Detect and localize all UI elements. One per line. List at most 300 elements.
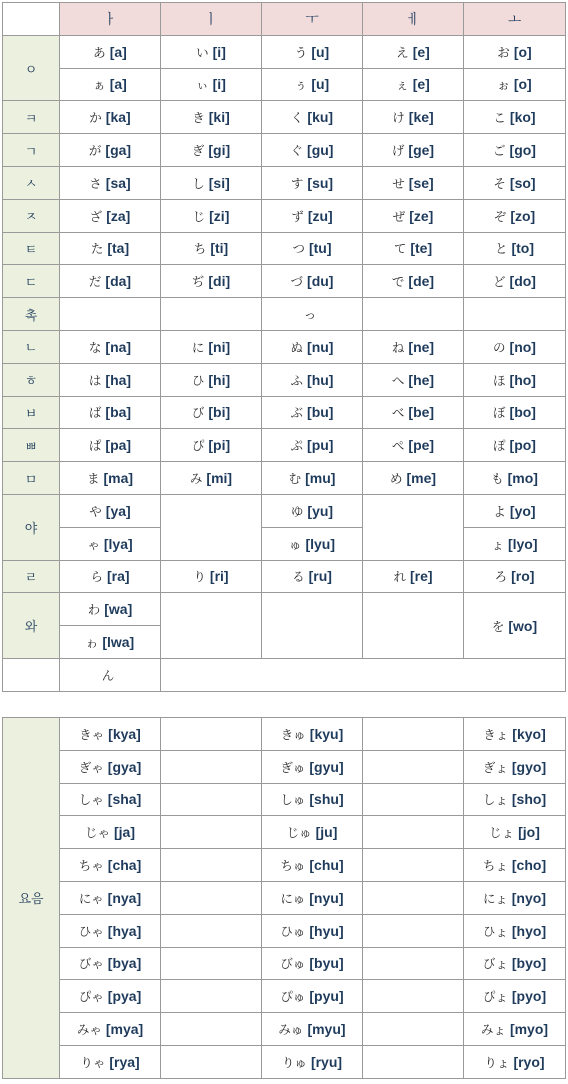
- kana-cell: [60, 560, 161, 593]
- table-row: [3, 363, 566, 396]
- romanization: [ryo]: [513, 1053, 545, 1070]
- kana-cell: [60, 1045, 161, 1078]
- romanization: [lyu]: [305, 535, 336, 552]
- romanization: [mu]: [305, 470, 336, 487]
- table-row: [3, 134, 566, 167]
- kana-char: ざ: [89, 208, 103, 224]
- kana-cell: [60, 363, 161, 396]
- kana-cell: [363, 330, 464, 363]
- kana-cell: [161, 101, 262, 134]
- consonant-label: ㅎ: [3, 363, 60, 396]
- kana-char: きゅ: [280, 726, 306, 742]
- kana-char: い: [196, 44, 209, 60]
- romanization: [ta]: [107, 240, 130, 257]
- kana-char: ぬ: [290, 339, 304, 355]
- romanization: [ryu]: [310, 1053, 343, 1070]
- empty-cell: [161, 1013, 262, 1046]
- kana-cell: [262, 166, 363, 199]
- kana-char: さ: [89, 175, 102, 191]
- kana-cell: [262, 849, 363, 882]
- romanization: [lya]: [103, 535, 133, 552]
- kana-char: ぎゃ: [78, 759, 104, 775]
- kana-cell: [464, 881, 566, 914]
- romanization: [da]: [105, 273, 132, 290]
- empty-cell: [363, 1045, 464, 1078]
- romanization: [so]: [509, 174, 536, 191]
- romanization: [ke]: [408, 109, 434, 126]
- kana-char: ひゃ: [78, 923, 104, 939]
- kana-char: ゆ: [290, 503, 304, 519]
- empty-cell: [363, 914, 464, 947]
- kana-cell: [60, 166, 161, 199]
- kana-char: ぢ: [191, 274, 205, 290]
- romanization: [re]: [409, 568, 433, 585]
- romanization: [sa]: [105, 174, 131, 191]
- romanization: [nyo]: [511, 889, 546, 906]
- kana-char: ず: [291, 208, 304, 224]
- romanization: [ri]: [209, 568, 229, 585]
- yoon-table: [2, 717, 566, 1079]
- empty-cell: [363, 881, 464, 914]
- empty-cell: [161, 881, 262, 914]
- romanization: [mi]: [206, 470, 233, 487]
- kana-cell: [60, 330, 161, 363]
- kana-char: み: [189, 471, 203, 487]
- romanization: [kyu]: [309, 725, 344, 742]
- romanization: [na]: [105, 338, 132, 355]
- kana-cell: [262, 265, 363, 298]
- table-row: [3, 783, 566, 816]
- kana-char: ぞ: [493, 208, 507, 224]
- kana-char: と: [494, 241, 508, 257]
- consonant-label: ㅁ: [3, 462, 60, 495]
- kana-cell: [363, 166, 464, 199]
- romanization: [ne]: [408, 338, 435, 355]
- kana-char: きゃ: [79, 726, 105, 742]
- kana-char: ひょ: [482, 923, 508, 939]
- empty-cell: [161, 593, 262, 659]
- kana-cell: [60, 265, 161, 298]
- table-row: [3, 298, 566, 331]
- kana-char: し: [192, 175, 205, 191]
- romanization: [pe]: [408, 437, 435, 454]
- kana-char: ろ: [494, 569, 508, 585]
- kana-cell: [464, 462, 566, 495]
- kana-cell: [161, 35, 262, 68]
- romanization: [ni]: [208, 338, 231, 355]
- kana-cell: [262, 783, 363, 816]
- romanization: [yu]: [307, 502, 334, 519]
- kana-char: ぺ: [391, 438, 405, 454]
- table-row: [3, 593, 566, 626]
- romanization: [ze]: [409, 207, 434, 224]
- empty-cell: [363, 593, 464, 659]
- romanization: [lyo]: [507, 535, 538, 552]
- romanization: [no]: [509, 338, 536, 355]
- empty-cell: [161, 914, 262, 947]
- romanization: [su]: [307, 174, 334, 191]
- consonant-label: ㄷ: [3, 265, 60, 298]
- romanization: [byo]: [511, 955, 547, 972]
- vowel-header: ㅔ: [363, 3, 464, 36]
- kana-cell: [464, 199, 566, 232]
- kana-char: け: [392, 110, 405, 126]
- kana-cell: [161, 363, 262, 396]
- kana-cell: [363, 462, 464, 495]
- kana-char: だ: [88, 274, 102, 290]
- kana-char: じゅ: [286, 825, 312, 841]
- kana-cell: [60, 881, 161, 914]
- table-row: [3, 658, 566, 691]
- kana-cell: [262, 429, 363, 462]
- kana-cell: [262, 101, 363, 134]
- romanization: [be]: [408, 404, 435, 421]
- romanization: [gu]: [307, 142, 334, 159]
- romanization: [e]: [412, 43, 430, 60]
- kana-char: わ: [87, 602, 101, 618]
- romanization: [o]: [513, 76, 532, 93]
- romanization: [pya]: [107, 988, 142, 1005]
- kana-cell: [464, 429, 566, 462]
- romanization: [ya]: [105, 502, 131, 519]
- kana-char: お: [497, 44, 510, 60]
- table-row: [3, 101, 566, 134]
- kana-char: や: [89, 503, 102, 519]
- romanization: [si]: [208, 174, 230, 191]
- empty-cell: [161, 816, 262, 849]
- empty-cell: [363, 980, 464, 1013]
- romanization: [o]: [513, 43, 532, 60]
- romanization: [wo]: [508, 617, 538, 634]
- vowel-header: ㅜ: [262, 3, 363, 36]
- romanization: [ha]: [105, 371, 132, 388]
- table-row: [3, 560, 566, 593]
- kana-char: ぴゅ: [280, 989, 306, 1005]
- kana-char: ぶ: [290, 405, 304, 421]
- kana-cell: [363, 232, 464, 265]
- kana-cell: [60, 980, 161, 1013]
- kana-char: つ: [292, 241, 305, 257]
- romanization: [gyo]: [511, 758, 547, 775]
- kana-cell: [363, 101, 464, 134]
- romanization: [bu]: [307, 404, 334, 421]
- consonant-label: ㅋ: [3, 101, 60, 134]
- romanization: [kya]: [108, 725, 141, 742]
- kana-char: な: [88, 339, 102, 355]
- consonant-label: ㅂ: [3, 396, 60, 429]
- consonant-label: ㅌ: [3, 232, 60, 265]
- kana-cell: [60, 816, 161, 849]
- romanization: [mo]: [507, 470, 538, 487]
- kana-cell: [262, 1045, 363, 1078]
- kana-cell: [464, 560, 566, 593]
- kana-char: く: [290, 110, 304, 126]
- kana-char: にょ: [483, 890, 508, 906]
- kana-char: う: [294, 44, 308, 60]
- kana-cell: [262, 1013, 363, 1046]
- romanization: [pi]: [208, 437, 231, 454]
- kana-char: りゅ: [281, 1054, 307, 1070]
- kana-cell: [161, 330, 262, 363]
- table-row: [3, 947, 566, 980]
- kana-cell: [464, 101, 566, 134]
- kana-cell: [464, 816, 566, 849]
- kana-cell: [60, 593, 161, 626]
- kana-char: ょ: [491, 536, 504, 552]
- kana-char: ぎょ: [482, 759, 508, 775]
- table-row: [3, 35, 566, 68]
- kana-cell: [464, 783, 566, 816]
- kana-cell: [464, 396, 566, 429]
- kana-cell: [464, 35, 566, 68]
- kana-char: む: [288, 471, 302, 487]
- romanization: [zi]: [209, 207, 230, 224]
- kana-char: びゃ: [78, 956, 104, 972]
- kana-char: ぽ: [493, 438, 506, 454]
- romanization: [lwa]: [102, 634, 135, 651]
- kana-cell: [262, 363, 363, 396]
- table-row: [3, 494, 566, 527]
- kana-char: ふ: [290, 372, 304, 388]
- kana-char: じゃ: [84, 825, 110, 841]
- kana-cell: [60, 626, 161, 659]
- kana-char: きょ: [483, 726, 509, 742]
- romanization: [gyu]: [309, 758, 344, 775]
- romanization: [zo]: [510, 207, 536, 224]
- romanization: [cha]: [107, 857, 142, 874]
- kana-cell: [262, 527, 363, 560]
- kana-char: ば: [88, 405, 102, 421]
- romanization: [yo]: [509, 502, 536, 519]
- kana-char: ゃ: [87, 536, 100, 552]
- kana-cell: [262, 718, 363, 751]
- kana-cell: [464, 527, 566, 560]
- kana-cell: [464, 1045, 566, 1078]
- romanization: [gya]: [107, 758, 142, 775]
- kana-char: にゃ: [78, 890, 104, 906]
- romanization: [ti]: [210, 240, 229, 257]
- kana-char: て: [393, 241, 407, 257]
- kana-cell: [464, 718, 566, 751]
- empty-cell: [363, 718, 464, 751]
- romanization: [pa]: [105, 437, 132, 454]
- vowel-header: ㅏ: [60, 3, 161, 36]
- romanization: [ba]: [105, 404, 132, 421]
- empty-cell: [161, 718, 262, 751]
- kana-char: じょ: [489, 825, 515, 841]
- kana-char: そ: [493, 175, 506, 191]
- table-row: [3, 396, 566, 429]
- romanization: [do]: [509, 273, 536, 290]
- kana-cell: [60, 1013, 161, 1046]
- kana-char: よ: [493, 503, 506, 519]
- kana-char: を: [491, 618, 505, 634]
- romanization: [me]: [406, 470, 437, 487]
- kana-cell: [464, 232, 566, 265]
- kana-cell: [262, 462, 363, 495]
- romanization: [pu]: [307, 437, 334, 454]
- kana-char: べ: [391, 405, 405, 421]
- kana-char: ま: [86, 471, 100, 487]
- kana-cell: [60, 298, 161, 331]
- kana-char: ひゅ: [280, 923, 306, 939]
- kana-cell: [60, 718, 161, 751]
- consonant-label: 와: [3, 593, 60, 659]
- romanization: [ho]: [509, 371, 536, 388]
- romanization: [jo]: [518, 824, 540, 841]
- romanization: [ko]: [509, 109, 536, 126]
- kana-cell: [464, 330, 566, 363]
- romanization: [e]: [412, 76, 430, 93]
- kana-char: ぱ: [88, 438, 102, 454]
- romanization: [nyu]: [309, 889, 344, 906]
- kana-cell: [161, 134, 262, 167]
- kana-char: ぅ: [294, 77, 308, 93]
- kana-char: ぁ: [93, 77, 106, 93]
- kana-cell: [161, 396, 262, 429]
- kana-cell: [464, 494, 566, 527]
- kana-char: ぷ: [290, 438, 304, 454]
- kana-cell: [161, 429, 262, 462]
- table-row: [3, 68, 566, 101]
- table-row: [3, 816, 566, 849]
- empty-cell: [161, 750, 262, 783]
- kana-cell: [262, 134, 363, 167]
- romanization: [u]: [311, 76, 330, 93]
- kana-cell: [262, 298, 363, 331]
- kana-char: こ: [493, 110, 506, 126]
- kana-cell: [161, 298, 262, 331]
- kana-cell: [60, 199, 161, 232]
- kana-char: ご: [493, 143, 506, 159]
- kana-cell: [464, 1013, 566, 1046]
- empty-cell: [161, 783, 262, 816]
- romanization: [nu]: [307, 338, 334, 355]
- kana-char: る: [292, 569, 305, 585]
- romanization: [a]: [109, 76, 127, 93]
- table-row: [3, 199, 566, 232]
- kana-cell: [464, 914, 566, 947]
- romanization: [hu]: [307, 371, 334, 388]
- kana-cell: [464, 166, 566, 199]
- kana-cell: [363, 429, 464, 462]
- romanization: [go]: [509, 142, 536, 159]
- kana-char: か: [89, 110, 102, 126]
- romanization: [ra]: [106, 568, 130, 585]
- romanization: [i]: [212, 76, 226, 93]
- kana-char: じ: [192, 208, 206, 224]
- table-row: [3, 980, 566, 1013]
- kana-cell: [262, 35, 363, 68]
- kana-cell: [60, 914, 161, 947]
- kana-char: ぃ: [196, 77, 209, 93]
- consonant-label: ㅈ: [3, 199, 60, 232]
- kana-cell: [262, 560, 363, 593]
- romanization: [bo]: [509, 404, 536, 421]
- empty-cell: [3, 658, 60, 691]
- table-row: [3, 429, 566, 462]
- kana-char: しゅ: [280, 792, 306, 808]
- romanization: [sha]: [107, 791, 142, 808]
- kana-cell: [363, 396, 464, 429]
- kana-cell: [262, 396, 363, 429]
- romanization: [wa]: [104, 601, 133, 618]
- romanization: [byu]: [309, 955, 344, 972]
- consonant-label: ㄱ: [3, 134, 60, 167]
- romanization: [bya]: [107, 955, 142, 972]
- kana-cell: [262, 232, 363, 265]
- kana-cell: [464, 265, 566, 298]
- kana-cell: [161, 199, 262, 232]
- consonant-label: 야: [3, 494, 60, 560]
- empty-cell: [161, 947, 262, 980]
- romanization: [tu]: [308, 240, 332, 257]
- kana-cell: [60, 462, 161, 495]
- romanization: [ro]: [511, 568, 535, 585]
- empty-cell: [363, 816, 464, 849]
- kana-char: き: [192, 110, 205, 126]
- romanization: [u]: [311, 43, 330, 60]
- consonant-label: ㄹ: [3, 560, 60, 593]
- kana-char: ひ: [191, 372, 205, 388]
- table-row: [3, 881, 566, 914]
- kana-cell: [161, 560, 262, 593]
- kana-cell: [161, 166, 262, 199]
- kana-table: [2, 2, 566, 692]
- kana-cell: [464, 849, 566, 882]
- kana-char: せ: [392, 175, 405, 191]
- table-row: [3, 914, 566, 947]
- romanization: [mya]: [105, 1021, 144, 1038]
- kana-cell: [363, 298, 464, 331]
- kana-cell: [60, 658, 161, 691]
- kana-char: ら: [90, 569, 103, 585]
- romanization: [bi]: [208, 404, 231, 421]
- romanization: [ru]: [308, 568, 332, 585]
- kana-char: た: [90, 241, 104, 257]
- kana-char: ほ: [493, 372, 506, 388]
- table-row: [3, 462, 566, 495]
- consonant-label: ㅃ: [3, 429, 60, 462]
- kana-char: す: [290, 175, 304, 191]
- kana-cell: [363, 35, 464, 68]
- kana-cell: [464, 593, 566, 659]
- kana-cell: [262, 914, 363, 947]
- romanization: [de]: [408, 273, 435, 290]
- romanization: [hyu]: [309, 922, 344, 939]
- kana-cell: [161, 265, 262, 298]
- kana-cell: [262, 494, 363, 527]
- kana-cell: [161, 232, 262, 265]
- kana-cell: [60, 750, 161, 783]
- kana-char: ぇ: [396, 77, 409, 93]
- consonant-label: ㅅ: [3, 166, 60, 199]
- romanization: [i]: [212, 43, 226, 60]
- romanization: [ju]: [315, 824, 338, 841]
- kana-char: ちゅ: [280, 858, 306, 874]
- kana-char: りゃ: [80, 1054, 106, 1070]
- table-row: [3, 750, 566, 783]
- romanization: [chu]: [309, 857, 344, 874]
- kana-char: ん: [101, 667, 115, 683]
- table-row: [3, 232, 566, 265]
- table-row: [3, 849, 566, 882]
- kana-char: にゅ: [280, 890, 306, 906]
- kana-cell: [464, 68, 566, 101]
- kana-cell: [161, 462, 262, 495]
- kana-cell: [464, 363, 566, 396]
- kana-char: り: [193, 569, 206, 585]
